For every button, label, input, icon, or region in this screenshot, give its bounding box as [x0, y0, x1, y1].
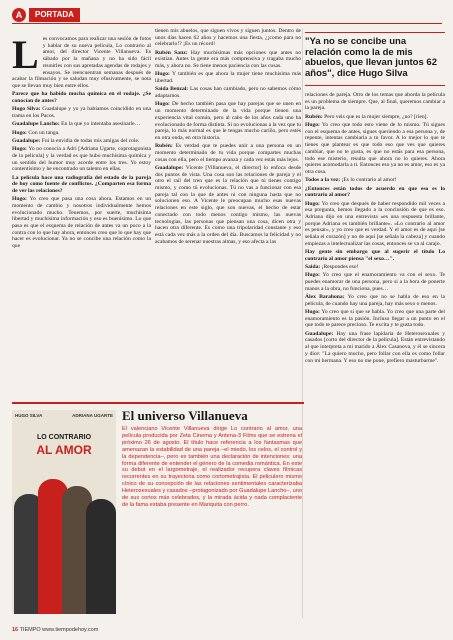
article-column-1	[12, 36, 151, 400]
speaker: Rubén Sanz:	[155, 49, 188, 56]
article-column-3	[305, 92, 445, 622]
movie-poster	[12, 410, 116, 614]
header-rule	[12, 23, 442, 24]
speaker: Álex Barahona:	[305, 294, 345, 301]
answer: Yo creo que todo esto viene de lo mismo. Tú sigues con el esquema de antes, sigues queriendo a esa persona y, de repente, intentas cambiarla a tu favor. A lo mejor lo que te tienes que plantear es que todo eso que ves que quieres cambiar, que no te gusta, es que no estás para esa persona, todo ese misterio, resulta que ahora no lo quieres. Ahora quieres acomodarla a ti. Entonces eso ya no es amor, eso es ya otra cosa.	[305, 122, 445, 175]
pull-quote: "Ya no se concibe una relación como la de mis abuelos, que llevan juntos 62 años", dice Hugo Silva	[305, 32, 445, 86]
paragraph: relaciones de pareja. Otro de los temas que aborda la película es un problema de siempre. Que, al final, queremos cambiar a la pareja.	[305, 92, 445, 112]
speaker: Guadalupe:	[155, 164, 184, 171]
speaker: Guadalupe:	[12, 137, 41, 144]
section-header	[12, 8, 442, 22]
speaker: Hugo Silva:	[12, 106, 41, 113]
paragraph: tienen mis abuelos, que siguen vivos y siguen juntos. Dentro de unos días hacen 62 años y hacemos una fiesta, ¿¡como para no celebrarlo!? ¡Es un récord!	[155, 28, 301, 48]
answer: De hecho también pasa que hay parejas que se unen en un momento determinado de la vida porque tienen una experiencia vital común, pero al cabo de los años cada uno ha evolucionado de forma distinta. Si no evolucionas a la vez que tu pareja, lo más normal es que le tengas mucho cariño, pero estés en otra onda, en otra historia.	[155, 101, 301, 141]
speaker: Hugo:	[305, 309, 320, 316]
poster-actors	[15, 413, 113, 421]
answer: ¡Es lo contrario al amor!	[341, 177, 397, 184]
poster-actor-right: ADRIANA UGARTE	[72, 413, 113, 418]
article-column-2	[155, 28, 301, 400]
speaker: Hugo:	[305, 200, 320, 207]
speaker: Todos a la vez:	[305, 177, 341, 184]
answer: Yo creo que pasa una cosa ahora. Estamos en un momento de cambio y nosotros individualmente hemos evolucionado mucho. Tenemos, por suerte, muchísima libertad y muchísima información y eso es buenísimo. Lo que pasa es que el esquema de relación de antes va un poco a la contra con lo que hay ahora, entonces creo que lo que hay que hacer es evolucionar. Ya no se concibe una relación como la que	[12, 196, 151, 250]
speaker: Hugo:	[155, 71, 170, 78]
page-footer	[12, 627, 304, 635]
answer: Y también es que ahora la mujer tiene muchísima más libertad.	[155, 71, 301, 85]
answer: Con un tanga.	[28, 129, 60, 136]
sidebar-box	[12, 402, 304, 620]
page-number: 16	[12, 627, 19, 633]
answer: Es verdad que te puedes unir a una persona en un momento determinado de tu vida porque compartes muchas cosas con ella, pero el tiempo avanza y cada vez estás más lejos.	[155, 143, 301, 163]
poster-title-big: AL AMOR	[36, 443, 92, 457]
answer: Hay muchísimas más opciones que antes no existían. Antes la gente era más comprensiva y tragaba mucho más, y ahora no. Se tiene menos paciencia con las cosas.	[155, 49, 301, 70]
poster-figure	[86, 499, 116, 614]
answer: Hay una frase lapidaria de Heterosexuales y casados [corto del director de la película]. Están entrevistando al que interpreta a mi marido a Álex Casanova, y él se sincera y dice: "La quiero mucho, pero follar con ella es como follar con mi hermana. Y eso no me pone, prefiero masturbarme".	[305, 330, 445, 364]
question: ¿Entonces están todos de acuerdo en que eso es lo contrario al amor?	[305, 185, 445, 199]
answer: En la que yo intentaba asesinarle…	[61, 121, 141, 128]
intro-paragraph: es convocamos para realizar una sesión de fotos y hablar de su nueva película, Lo contrario al amor, del director Vicente Villanueva. Es sábado por la mañana y no ha sido fácil reunirles con sus apretadas agendas de rodajes y ensayos. Se reencuentran semanas después de acabar la filmación y se saludan muy efusivamente, se nota que se llevan muy bien entre ellos.	[12, 36, 151, 89]
answer: Yo creo que el enamoramiento va con el sexo. Te puedes enamorar de una persona, pero si a la hora de ponerte manos a la obra, no funciona, pues…	[305, 272, 445, 292]
speaker: Hugo:	[12, 196, 27, 203]
speaker: Hugo:	[12, 146, 27, 153]
drop-cap: L	[12, 36, 39, 77]
section-badge: A	[12, 8, 26, 22]
question: La película hace una radiografía del estado de la pareja de hoy como fuente de conflictos. ¿Comparten esa forma de ver las relaciones?	[12, 174, 151, 194]
speaker: Saida Benzal:	[155, 86, 189, 93]
section-label: PORTADA	[29, 8, 80, 22]
sidebar-text: El valenciano Vicente Villanueva dirige Lo contrario al amor, una película producida por Zeta Cinema y Antena-3 Films que se estrena el próximo 26 de agosto. El título hace referencia a los fantasmas que amenazan la estabilidad de una pareja –el miedo, los celos, el control y la dependencia–, pero es también una declaración de intenciones: una forma diferente de entender el género de la comedia romántica. En este su debut en el largometraje, el realizador recupera claves fílmicas recurrentes en su trayectoria como cortometrajista. El peliculero mismo cínico de su concepción de las relaciones sentimentales caracterizaba Heterosexuales y casados –protagonizado por Guadalupe Lancho–, uno de sus cortos más celebrados, y la mirada ácida y nada complaciente de la fama estaba presente en Mariquita con perro.	[122, 426, 302, 508]
answer: Fui la envidia de todas mis amigas del cole.	[41, 137, 140, 144]
speaker: Hugo:	[305, 272, 320, 279]
question: Hay gente sin embargo que al sugerir el título Lo contrario al amor piensa "el sexo…".	[305, 249, 445, 262]
speaker: Rubén:	[155, 143, 173, 150]
speaker: Hugo:	[12, 129, 27, 136]
answer: Guadalupe y yo ya habíamos coincidido en una trama en los Pacos.	[12, 106, 151, 119]
footer-text: TIEMPO www.tiempodehoy.com	[19, 627, 99, 633]
sidebar-title: El universo Villanueva	[122, 408, 248, 423]
speaker: Saida:	[305, 264, 321, 271]
answer: Pero veis que es la mujer siempre, ¿no? [ríen].	[324, 113, 428, 120]
answer: Yo creo que después de haber respondido mil veces a esa pregunta, hemos llegado a la conclusión de que es eso. Adriana dijo en una entrevista «es una respuesta brillante, porque Adriana es también brillante». «Lo contrario al amor es pensar», y yo creo que es verdad. Y el amor es de aquí [se señala el corazón] y no de aquí [se señala la cabeza] y cuando empiezas a intelectualizar las cosas, entonces se va al carajo.	[305, 200, 445, 247]
poster-title-small: LO CONTRARIO	[36, 434, 92, 441]
answer: Vicente [Villanueva, el director] lo enfoca desde dos puntos de vista. Una cosa son las relaciones de pareja y el otro el rail del tren que es la relación que tú tienes contigo mismo, y como tú evolucionas. Tú no vas a funcionar con esa pareja tal con la que de antes ni con ninguna hasta que no solucionen eso. A Vicente le preocupan mucho esas nuevas relaciones en este siglo, que son nuevas, el hecho de estar conectado con todo menos contigo mismo, las nuevas tecnologías, las personas que piensan una cosa, dicen otra y hacen otra diferente. Es como una tripolaridad constante y eso está cada vez más a la orden del día. Buscamos la felicidad y no acabamos de serenar nuestras almas, y eso afecta a las	[155, 164, 301, 245]
speaker: Hugo:	[305, 122, 320, 128]
speaker: Guadalupe Lancho:	[12, 121, 60, 128]
answer: Yo no conocía a Adri [Adriana Ugarte, coprotagonista de la película] y la verdad es que hubo muchísima química y un sentido del humor muy acorde entre los tres. Yo estoy contentísimo y he encontrado un talento en ellas.	[12, 146, 151, 173]
answer: Yo creo que sí que se habla. Yo creo que una parte del enamoramiento es la pasión. Incluso llegar a un punto en el que todo te parece precioso. Te excita y te gusta todo.	[305, 309, 445, 329]
answer: Las cosas han cambiado, pero no sabemos cómo adaptarnos.	[155, 86, 301, 100]
speaker: Guadalupe:	[305, 330, 334, 337]
speaker: Rubén:	[305, 113, 323, 120]
question: Parece que ha habido mucha química en el rodaje. ¿Se conocían de antes?	[12, 91, 151, 104]
poster-title	[16, 432, 112, 456]
speaker: Hugo:	[155, 101, 170, 108]
poster-actor-left: HUGO SILVA	[15, 413, 43, 418]
answer: Yo creo que no se habla de eso en la película, de cuando hay una pareja, hay más sexo o menos.	[305, 294, 445, 307]
answer: ¡Respondes eso!	[321, 264, 359, 271]
